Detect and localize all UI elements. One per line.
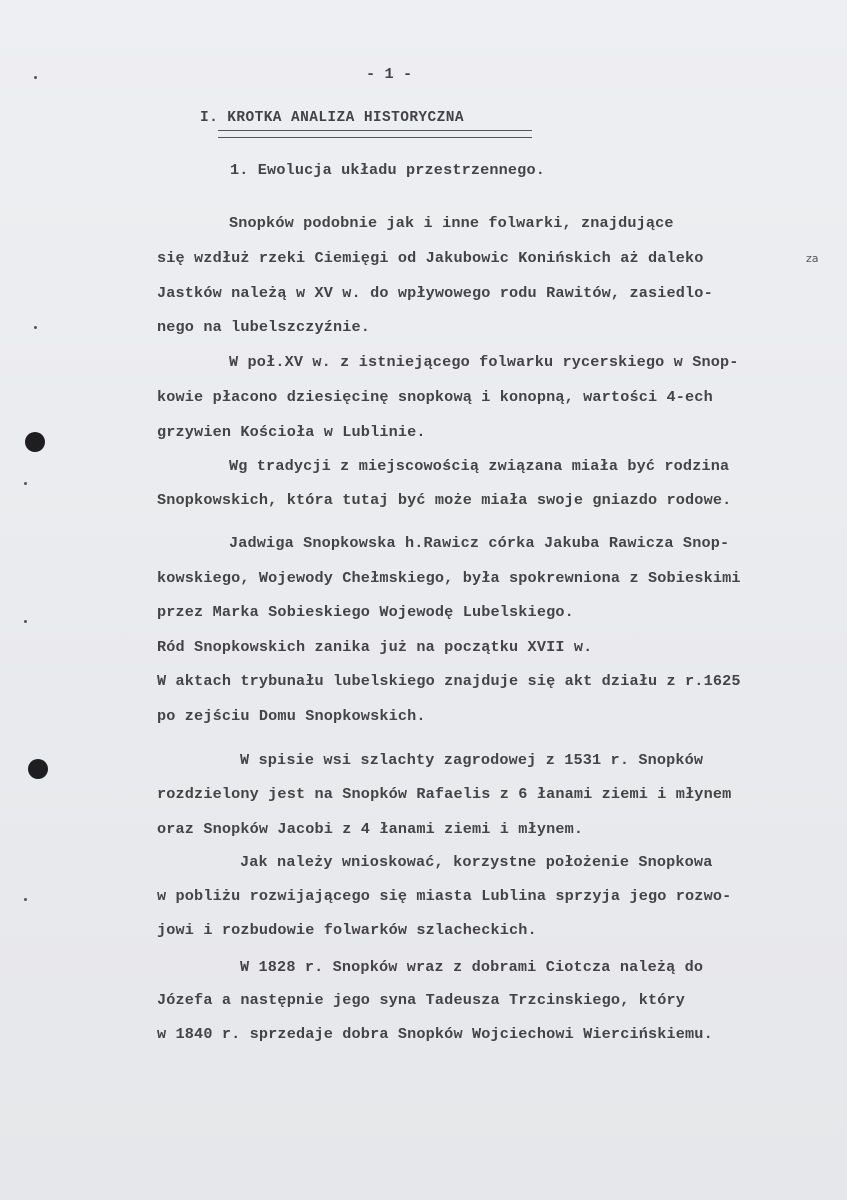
- body-line: Jak należy wnioskować, korzystne położenie Snopkowa: [240, 853, 713, 871]
- section-title: I. KROTKA ANALIZA HISTORYCZNA: [200, 110, 464, 126]
- body-line: Józefa a następnie jego syna Tadeusza Trzcinskiego, który: [157, 991, 686, 1009]
- body-line: W spisie wsi szlachty zagrodowej z 1531 r. Snopków: [240, 751, 704, 769]
- body-line: kowskiego, Wojewody Chełmskiego, była spokrewniona z Sobieskimi: [157, 569, 741, 587]
- body-line: kowie płacono dziesięcinę snopkową i konopną, wartości 4-ech: [157, 388, 713, 406]
- body-line: w pobliżu rozwijającego się miasta Lublina sprzyja jego rozwo-: [157, 887, 732, 905]
- body-line: W aktach trybunału lubelskiego znajduje się akt działu z r.1625: [157, 672, 741, 690]
- body-line: jowi i rozbudowie folwarków szlacheckich.: [157, 921, 537, 939]
- body-line: rozdzielony jest na Snopków Rafaelis z 6 łanami ziemi i młynem: [157, 785, 732, 803]
- body-line: nego na lubelszczyźnie.: [157, 318, 371, 336]
- body-line: W poł.XV w. z istniejącego folwarku rycerskiego w Snop-: [229, 353, 739, 371]
- margin-dot: [34, 326, 37, 329]
- body-line: przez Marka Sobieskiego Wojewodę Lubelskiego.: [157, 603, 574, 621]
- body-line: grzywien Kościoła w Lublinie.: [157, 423, 426, 441]
- punch-hole: [28, 759, 48, 779]
- margin-note: za: [806, 252, 819, 265]
- body-line: Wg tradycji z miejscowością związana miała być rodzina: [229, 457, 730, 475]
- body-line: po zejściu Domu Snopkowskich.: [157, 707, 426, 725]
- body-line: w 1840 r. sprzedaje dobra Snopków Wojciechowi Wiercińskiemu.: [157, 1025, 713, 1043]
- title-double-underline: [218, 130, 532, 138]
- margin-dot: [24, 620, 27, 623]
- page-number: - 1 -: [366, 65, 413, 83]
- margin-dot: [24, 482, 27, 485]
- body-line: W 1828 r. Snopków wraz z dobrami Ciotcza należą do: [240, 958, 704, 976]
- body-line: się wzdłuż rzeki Ciemięgi od Jakubowic Konińskich aż daleko: [157, 249, 704, 267]
- punch-hole: [25, 432, 45, 452]
- subsection-heading: 1. Ewolucja układu przestrzennego.: [230, 161, 545, 179]
- body-line: oraz Snopków Jacobi z 4 łanami ziemi i młynem.: [157, 820, 584, 838]
- body-line: Jastków należą w XV w. do wpływowego rodu Rawitów, zasiedlo-: [157, 284, 713, 302]
- margin-dot: [34, 76, 37, 79]
- margin-dot: [24, 898, 27, 901]
- body-line: Snopków podobnie jak i inne folwarki, znajdujące: [229, 214, 674, 232]
- body-line: Jadwiga Snopkowska h.Rawicz córka Jakuba Rawicza Snop-: [229, 534, 730, 552]
- body-line: Ród Snopkowskich zanika już na początku XVII w.: [157, 638, 593, 656]
- body-line: Snopkowskich, która tutaj być może miała swoje gniazdo rodowe.: [157, 491, 732, 509]
